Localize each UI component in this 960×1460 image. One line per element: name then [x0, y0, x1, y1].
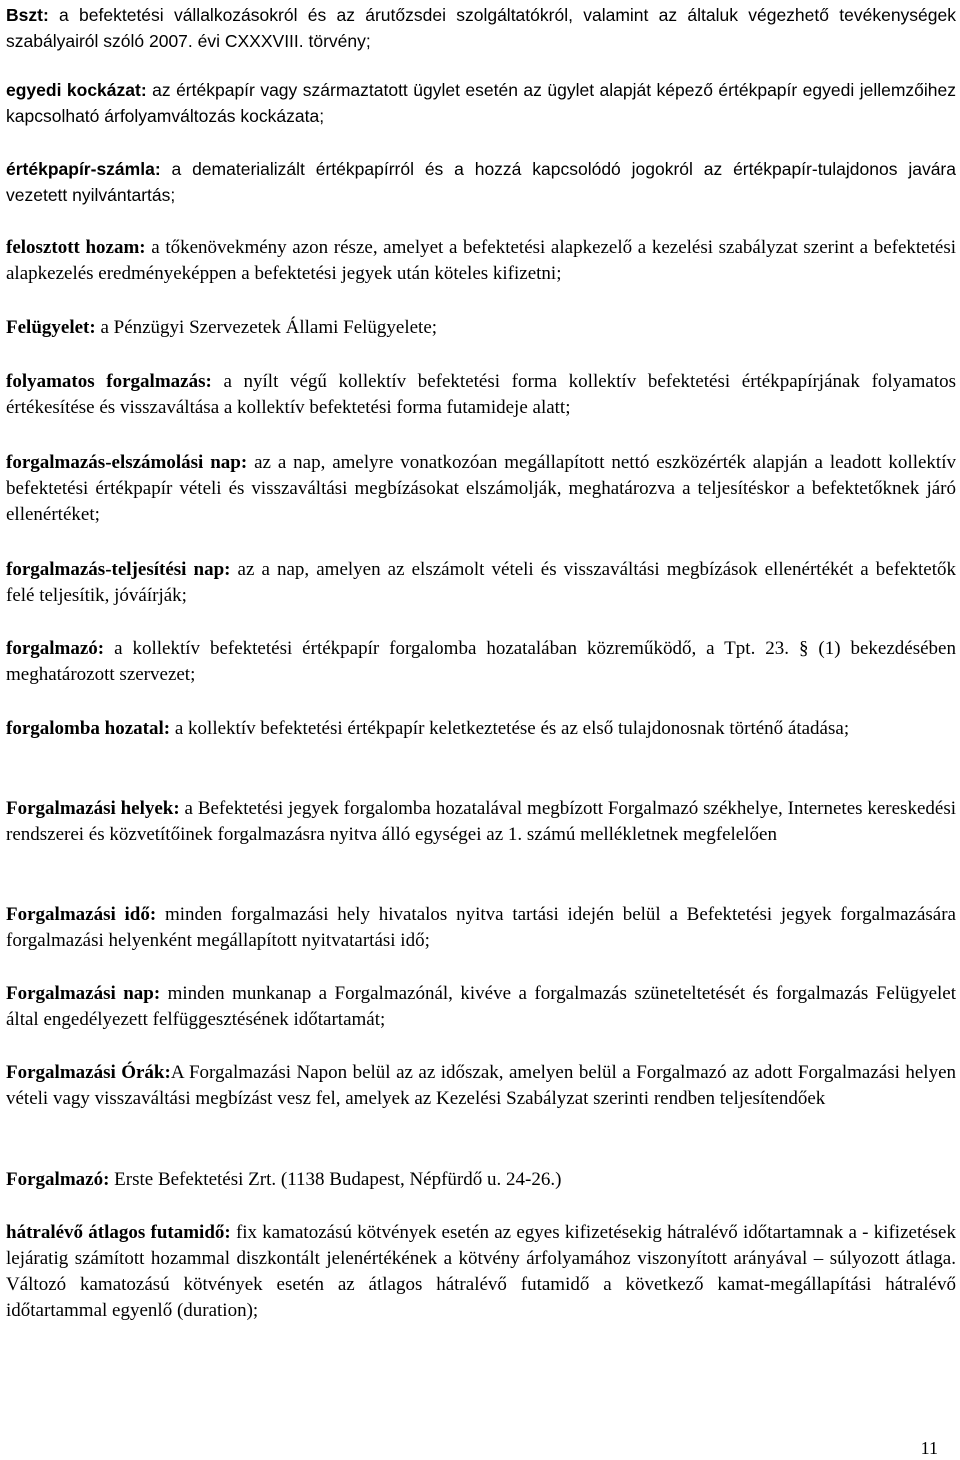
definition-term: Forgalmazási helyek:: [6, 798, 180, 819]
definition-forgalmazas-elszamolasi-nap: [6, 450, 956, 528]
definition-term: felosztott hozam:: [6, 237, 146, 258]
definition-text: a kollektív befektetési értékpapír keletkeztetése és az első tulajdonosnak történő átadása;: [170, 718, 850, 739]
page-number: 11: [920, 1438, 938, 1458]
definition-term: Felügyelet:: [6, 317, 96, 338]
definition-forgalmazo-lower: [6, 636, 956, 688]
definition-forgalmazasi-orak: [6, 1060, 956, 1112]
definition-text: a Befektetési jegyek forgalomba hozatalával megbízott Forgalmazó székhelye, Internetes kereskedési rendszerei és közvetítőinek forgalmazásra nyitva álló egységei az 1. számú mellékletnek megfelelően: [6, 798, 956, 845]
definition-term: forgalmazó:: [6, 638, 105, 659]
definition-text: A Forgalmazási Napon belül az az időszak, amelyen belül a Forgalmazó az adott Forgalmazási helyen vételi vagy visszaváltási megbízást vesz fel, amelyek az Kezelési Szabályzat szerinti rendben teljesítendőek: [6, 1062, 957, 1109]
definition-term: Bszt:: [6, 5, 49, 25]
definition-felugyelet: [6, 315, 956, 341]
definition-folyamatos-forgalmazas: [6, 369, 956, 421]
definition-forgalmazasi-helyek: [6, 796, 956, 848]
definition-term: egyedi kockázat:: [6, 80, 147, 100]
definition-text: minden forgalmazási hely hivatalos nyitva tartási idején belül a Befektetési jegyek forgalmazására forgalmazási helyenként megállapított nyitvatartási idő;: [6, 904, 956, 951]
definition-text: Erste Befektetési Zrt. (1138 Budapest, Népfürdő u. 24-26.): [109, 1169, 562, 1190]
definition-term: hátralévő átlagos futamidő:: [6, 1222, 231, 1243]
definition-term: Forgalmazási nap:: [6, 983, 161, 1004]
definition-forgalomba-hozatal: [6, 716, 956, 742]
definition-text: a dematerializált értékpapírról és a hozzá kapcsolódó jogokról az értékpapír-tulajdonos javára vezetett nyilvántartás;: [6, 159, 956, 205]
definition-felosztott-hozam: [6, 235, 956, 287]
definition-term: forgalmazás-teljesítési nap:: [6, 559, 231, 580]
definition-text: az értékpapír vagy származtatott ügylet esetén az ügylet alapját képező értékpapír egyedi jellemzőihez kapcsolható árfolyamváltozás kockázata;: [6, 80, 957, 126]
definition-text: a nyílt végű kollektív befektetési forma kollektív befektetési értékpapírjának folyamatos értékesítése és visszaváltása a kollektív befektetési forma futamideje alatt;: [6, 371, 956, 418]
definition-forgalmazas-teljesitesi-nap: [6, 557, 956, 609]
definition-term: forgalomba hozatal:: [6, 718, 171, 739]
definition-forgalmazasi-nap: [6, 981, 956, 1033]
definition-forgalmazo: [6, 1167, 956, 1193]
definition-ertekpapir-szamla: [6, 156, 956, 208]
definition-term: forgalmazás-elszámolási nap:: [6, 452, 248, 473]
definition-text: a befektetési vállalkozásokról és az árutőzsdei szolgáltatókról, valamint az általuk végezhető tevékenységek szabályairól szóló 2007. évi CXXXVIII. törvény;: [6, 5, 956, 51]
definition-term: folyamatos forgalmazás:: [6, 371, 212, 392]
definition-text: a kollektív befektetési értékpapír forgalomba hozatalában közreműködő, a Tpt. 23. § (1) bekezdésében meghatározott szervezet;: [6, 638, 956, 685]
definition-bszt: [6, 2, 956, 54]
definition-egyedi-kockazat: [6, 77, 956, 129]
definition-term: értékpapír-számla:: [6, 159, 161, 179]
definition-term: Forgalmazási Órák:: [6, 1062, 171, 1083]
definition-forgalmazasi-ido: [6, 902, 956, 954]
definition-text: a Pénzügyi Szervezetek Állami Felügyelete;: [95, 317, 438, 338]
definition-hatralevo-atlagos-futamido: [6, 1220, 956, 1324]
definition-text: az a nap, amelyen az elszámolt vételi és visszaváltási megbízások ellenértékét a befektetők felé teljesítik, jóváírják;: [6, 559, 956, 606]
definition-text: a tőkenövekmény azon része, amelyet a befektetési alapkezelő a kezelési szabályzat szerint a befektetési alapkezelés eredményeképpen a befektetési jegyek után köteles kifizetni;: [6, 237, 956, 284]
definition-term: Forgalmazó:: [6, 1169, 110, 1190]
definition-text: fix kamatozású kötvények esetén az egyes kifizetésekig hátralévő időtartamnak a - kifizetések lejáratig számított hozammal diszkontált jelenértékének a kötvény árfolyamához viszonyított arányával – súlyozott átlaga. Változó kamatozású kötvények esetén az átlagos hátralévő futamidő a következő kamat-megállapítási hátralévő időtartammal egyenlő (duration);: [6, 1222, 956, 1321]
definition-text: az a nap, amelyre vonatkozóan megállapított nettó eszközérték alapján a leadott kollektív befektetési értékpapír vételi és visszaváltási megbízásokat elszámolják, meghatározva a teljesítéskor a befektetőknek járó ellenértéket;: [6, 452, 956, 525]
definition-term: Forgalmazási idő:: [6, 904, 157, 925]
definition-text: minden munkanap a Forgalmazónál, kivéve a forgalmazás szüneteltetését és forgalmazás Felügyelet által engedélyezett felfüggesztésének időtartamát;: [6, 983, 956, 1030]
